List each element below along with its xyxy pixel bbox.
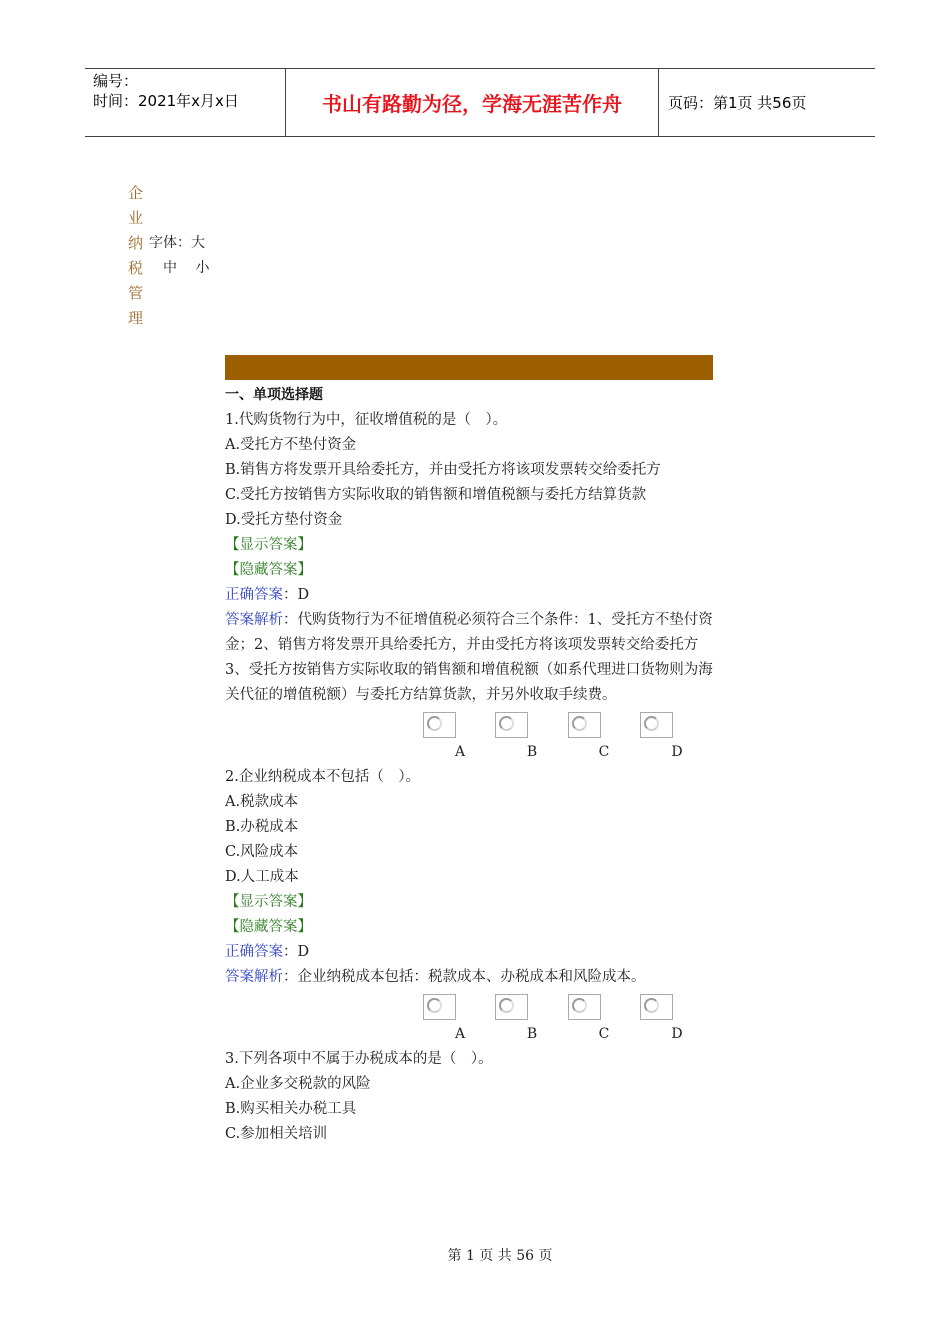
answer-analysis bbox=[225, 965, 715, 990]
page-footer: 第 1 页 共 56 页 bbox=[447, 1248, 553, 1264]
radio-icon bbox=[572, 716, 587, 731]
radio-a[interactable] bbox=[423, 712, 456, 738]
radio-label-d: D bbox=[671, 744, 683, 760]
page-counter: 页码：第1页 共56页 bbox=[668, 94, 807, 112]
option-d: D.人工成本 bbox=[225, 869, 299, 885]
analysis-label: 答案解析 bbox=[225, 612, 283, 628]
answer-radio-group bbox=[225, 990, 715, 1047]
radio-icon bbox=[644, 716, 659, 731]
font-size-small[interactable]: 小 bbox=[195, 260, 210, 276]
motto: 书山有路勤为径，学海无涯苦作舟 bbox=[286, 69, 659, 136]
option-b: B.购买相关办税工具 bbox=[225, 1101, 357, 1117]
radio-b[interactable] bbox=[495, 994, 528, 1020]
radio-icon bbox=[427, 716, 442, 731]
radio-a[interactable] bbox=[423, 994, 456, 1020]
radio-d[interactable] bbox=[640, 994, 673, 1020]
show-answer-link[interactable]: 【显示答案】 bbox=[225, 894, 312, 910]
title-char: 企 bbox=[128, 184, 144, 202]
radio-label-a: A bbox=[454, 1026, 466, 1042]
correct-answer-value: ：D bbox=[283, 587, 310, 603]
radio-label-b: B bbox=[526, 1026, 538, 1042]
section-banner bbox=[225, 355, 713, 380]
title-char: 纳 bbox=[128, 234, 144, 252]
option-c: C.风险成本 bbox=[225, 844, 299, 860]
correct-answer-label: 正确答案 bbox=[225, 944, 283, 960]
correct-answer bbox=[225, 583, 715, 608]
analysis-text: ：代购货物行为不征增值税必须符合三个条件：1、受托方不垫付资金；2、销售方将发票开具给委托方，并由受托方将该项发票转交给委托方 3、受托方按销售方实际收取的销售额和增值税额（如系代理进口货物则为海关代征的增值税额）与委托方结算货款，并另外收取手续费。 bbox=[225, 612, 713, 703]
radio-b[interactable] bbox=[495, 712, 528, 738]
radio-icon bbox=[572, 998, 587, 1013]
vertical-title bbox=[128, 181, 146, 331]
serial-label: 编号： bbox=[93, 72, 139, 90]
font-size-medium[interactable]: 中 bbox=[163, 260, 177, 276]
radio-label-a: A bbox=[454, 744, 466, 760]
title-char: 管 bbox=[128, 284, 144, 302]
question-list bbox=[225, 383, 715, 1147]
option-c: C.参加相关培训 bbox=[225, 1126, 328, 1142]
hide-answer-link[interactable]: 【隐藏答案】 bbox=[225, 919, 312, 935]
radio-label-b: B bbox=[526, 744, 538, 760]
radio-d[interactable] bbox=[640, 712, 673, 738]
option-a: A.企业多交税款的风险 bbox=[225, 1076, 371, 1092]
option-a: A.税款成本 bbox=[225, 794, 299, 810]
header-meta bbox=[85, 69, 286, 136]
radio-label-d: D bbox=[671, 1026, 683, 1042]
option-d: D.受托方垫付资金 bbox=[225, 512, 343, 528]
title-char: 税 bbox=[128, 259, 144, 277]
show-answer-link[interactable]: 【显示答案】 bbox=[225, 537, 312, 553]
option-b: B.销售方将发票开具给委托方，并由受托方将该项发票转交给委托方 bbox=[225, 462, 661, 478]
question-stem: 1.代购货物行为中，征收增值税的是（ ）。 bbox=[225, 412, 508, 428]
hide-answer-link[interactable]: 【隐藏答案】 bbox=[225, 562, 312, 578]
analysis-text: ：企业纳税成本包括：税款成本、办税成本和风险成本。 bbox=[283, 969, 646, 985]
font-size-large[interactable]: 字体：大 bbox=[149, 235, 205, 251]
option-c: C.受托方按销售方实际收取的销售额和增值税额与委托方结算货款 bbox=[225, 487, 647, 503]
correct-answer-label: 正确答案 bbox=[225, 587, 283, 603]
correct-answer-value: ：D bbox=[283, 944, 310, 960]
question-stem: 3.下列各项中不属于办税成本的是（ ）。 bbox=[225, 1051, 493, 1067]
time-label: 时间：2021年x月x日 bbox=[93, 92, 239, 110]
question-stem: 2.企业纳税成本不包括（ ）。 bbox=[225, 769, 421, 785]
font-size-selector bbox=[149, 231, 223, 281]
title-char: 理 bbox=[128, 309, 144, 327]
section-title: 一、单项选择题 bbox=[225, 387, 323, 403]
radio-label-c: C bbox=[598, 1026, 610, 1042]
option-b: B.办税成本 bbox=[225, 819, 299, 835]
title-char: 业 bbox=[128, 209, 144, 227]
radio-c[interactable] bbox=[568, 712, 601, 738]
option-a: A.受托方不垫付资金 bbox=[225, 437, 357, 453]
analysis-label: 答案解析 bbox=[225, 969, 283, 985]
answer-analysis bbox=[225, 608, 715, 708]
radio-c[interactable] bbox=[568, 994, 601, 1020]
page-header bbox=[85, 68, 875, 137]
radio-icon bbox=[644, 998, 659, 1013]
radio-icon bbox=[499, 998, 514, 1013]
radio-icon bbox=[499, 716, 514, 731]
correct-answer bbox=[225, 940, 715, 965]
radio-icon bbox=[427, 998, 442, 1013]
radio-label-c: C bbox=[598, 744, 610, 760]
answer-radio-group bbox=[225, 708, 715, 765]
